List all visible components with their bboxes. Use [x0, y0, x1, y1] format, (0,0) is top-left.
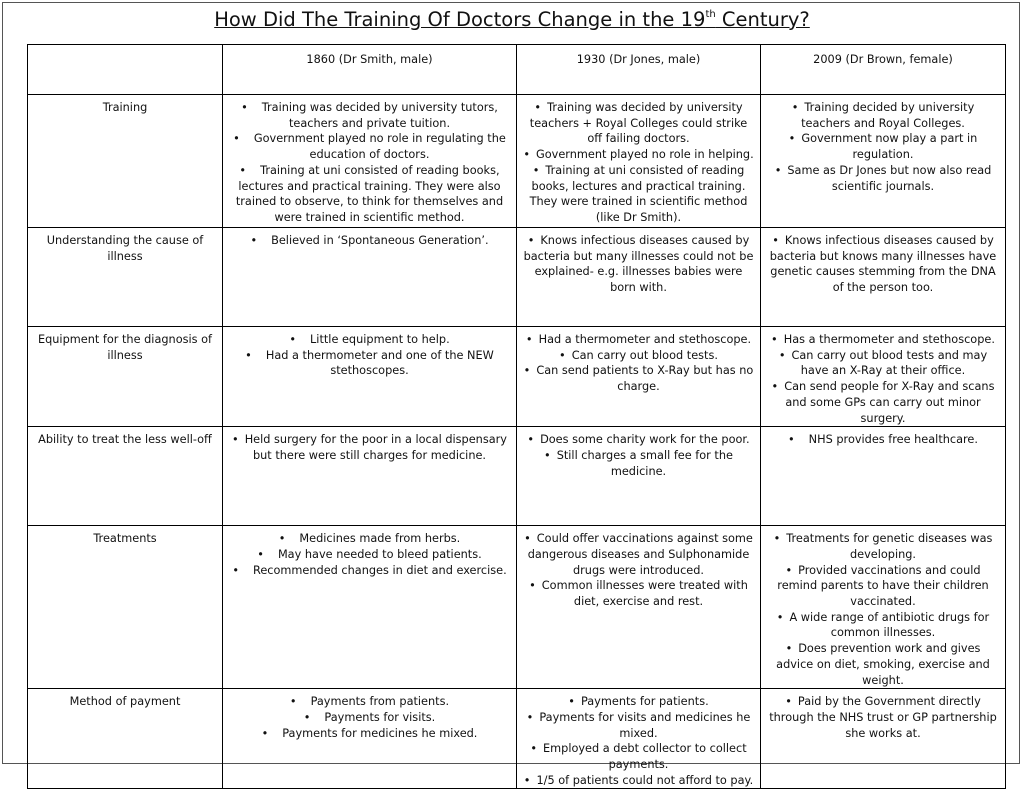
list-item: • Payments for patients.: [523, 694, 754, 710]
list-item: • Training was decided by university tutors, teachers and private tuition.: [229, 100, 510, 131]
list-item: • Does some charity work for the poor.: [523, 432, 754, 448]
header-cell-1930: 1930 (Dr Jones, male): [517, 45, 761, 95]
list-item: • Government played no role in regulating the education of doctors.: [229, 131, 510, 162]
cell-1860: [223, 95, 517, 228]
cell-2009: [761, 526, 1006, 689]
table-row-less-well-off: [28, 427, 1006, 526]
title-superscript: th: [705, 9, 716, 20]
list-item: • Payments for medicines he mixed.: [229, 726, 510, 742]
cell-1930: [517, 427, 761, 526]
list-item: • Could offer vaccinations against some dangerous diseases and Sulphonamide drugs were introduced.: [523, 531, 754, 578]
header-cell-empty: [28, 45, 223, 95]
cell-1860: [223, 526, 517, 689]
list-item: • May have needed to bleed patients.: [229, 547, 510, 563]
list-item: • Had a thermometer and one of the NEW stethoscopes.: [229, 348, 510, 379]
page-title: [0, 8, 1024, 31]
list-item: • Paid by the Government directly through the NHS trust or GP partnership she works at.: [767, 694, 999, 741]
list-item: • Training at uni consisted of reading books, lectures and practical training. They were trained in scientific method (like Dr Smith).: [523, 163, 754, 226]
cell-1860: [223, 228, 517, 327]
list-item: • Had a thermometer and stethoscope.: [523, 332, 754, 348]
title-suffix: Century?: [715, 8, 810, 31]
row-label: Equipment for the diagnosis of illness: [28, 327, 223, 427]
list-item: • Training was decided by university teachers + Royal Colleges could strike off failing doctors.: [523, 100, 754, 147]
cell-2009: [761, 228, 1006, 327]
list-item: • Can carry out blood tests and may have an X-Ray at their office.: [767, 348, 999, 379]
list-item: • Payments from patients.: [229, 694, 510, 710]
list-item: • Government played no role in helping.: [523, 147, 754, 163]
list-item: • Payments for visits.: [229, 710, 510, 726]
list-item: • Training decided by university teachers and Royal Colleges.: [767, 100, 999, 131]
list-item: • Government now play a part in regulation.: [767, 131, 999, 162]
table-row-treatments: [28, 526, 1006, 689]
list-item: • Medicines made from herbs.: [229, 531, 510, 547]
table-row-equipment: [28, 327, 1006, 427]
cell-1930: [517, 327, 761, 427]
list-item: • NHS provides free healthcare.: [767, 432, 999, 448]
list-item: • A wide range of antibiotic drugs for common illnesses.: [767, 610, 999, 641]
list-item: • Can carry out blood tests.: [523, 348, 754, 364]
table-row-understanding: [28, 228, 1006, 327]
list-item: • Common illnesses were treated with diet, exercise and rest.: [523, 578, 754, 609]
list-item: • Payments for visits and medicines he mixed.: [523, 710, 754, 741]
cell-1860: [223, 327, 517, 427]
list-item: • 1/5 of patients could not afford to pay.: [523, 773, 754, 789]
cell-1930: [517, 95, 761, 228]
list-item: • Employed a debt collector to collect payments.: [523, 741, 754, 772]
list-item: • Training at uni consisted of reading books, lectures and practical training. They were also trained to observe, to think for themselves and were trained in scientific method.: [229, 163, 510, 226]
list-item: • Provided vaccinations and could remind parents to have their children vaccinated.: [767, 563, 999, 610]
list-item: • Can send people for X-Ray and scans and some GPs can carry out minor surgery.: [767, 379, 999, 426]
table-header-row: [28, 45, 1006, 95]
row-label: Understanding the cause of illness: [28, 228, 223, 327]
table-row-training: [28, 95, 1006, 228]
row-label: Ability to treat the less well-off: [28, 427, 223, 526]
list-item: • Recommended changes in diet and exercise.: [229, 563, 510, 579]
list-item: • Has a thermometer and stethoscope.: [767, 332, 999, 348]
cell-1930: [517, 689, 761, 789]
cell-1860: [223, 689, 517, 789]
list-item: • Knows infectious diseases caused by bacteria but knows many illnesses have genetic causes stemming from the DNA of the person too.: [767, 233, 999, 296]
cell-1860: [223, 427, 517, 526]
cell-2009: [761, 327, 1006, 427]
list-item: • Still charges a small fee for the medicine.: [523, 448, 754, 479]
cell-2009: [761, 689, 1006, 789]
cell-2009: [761, 427, 1006, 526]
list-item: • Treatments for genetic diseases was developing.: [767, 531, 999, 562]
title-prefix: How Did The Training Of Doctors Change in the 19: [214, 8, 706, 31]
list-item: • Held surgery for the poor in a local dispensary but there were still charges for medicine.: [229, 432, 510, 463]
header-cell-1860: 1860 (Dr Smith, male): [223, 45, 517, 95]
header-cell-2009: 2009 (Dr Brown, female): [761, 45, 1006, 95]
list-item: • Same as Dr Jones but now also read scientific journals.: [767, 163, 999, 194]
row-label: Training: [28, 95, 223, 228]
comparison-table: [27, 44, 1006, 789]
row-label: Treatments: [28, 526, 223, 689]
cell-1930: [517, 228, 761, 327]
cell-1930: [517, 526, 761, 689]
list-item: • Does prevention work and gives advice on diet, smoking, exercise and weight.: [767, 641, 999, 688]
list-item: • Knows infectious diseases caused by bacteria but many illnesses could not be explained- e.g. illnesses babies were born with.: [523, 233, 754, 296]
list-item: • Believed in ‘Spontaneous Generation’.: [229, 233, 510, 249]
list-item: • Can send patients to X-Ray but has no charge.: [523, 363, 754, 394]
list-item: • Little equipment to help.: [229, 332, 510, 348]
table-row-payment: [28, 689, 1006, 789]
row-label: Method of payment: [28, 689, 223, 789]
cell-2009: [761, 95, 1006, 228]
